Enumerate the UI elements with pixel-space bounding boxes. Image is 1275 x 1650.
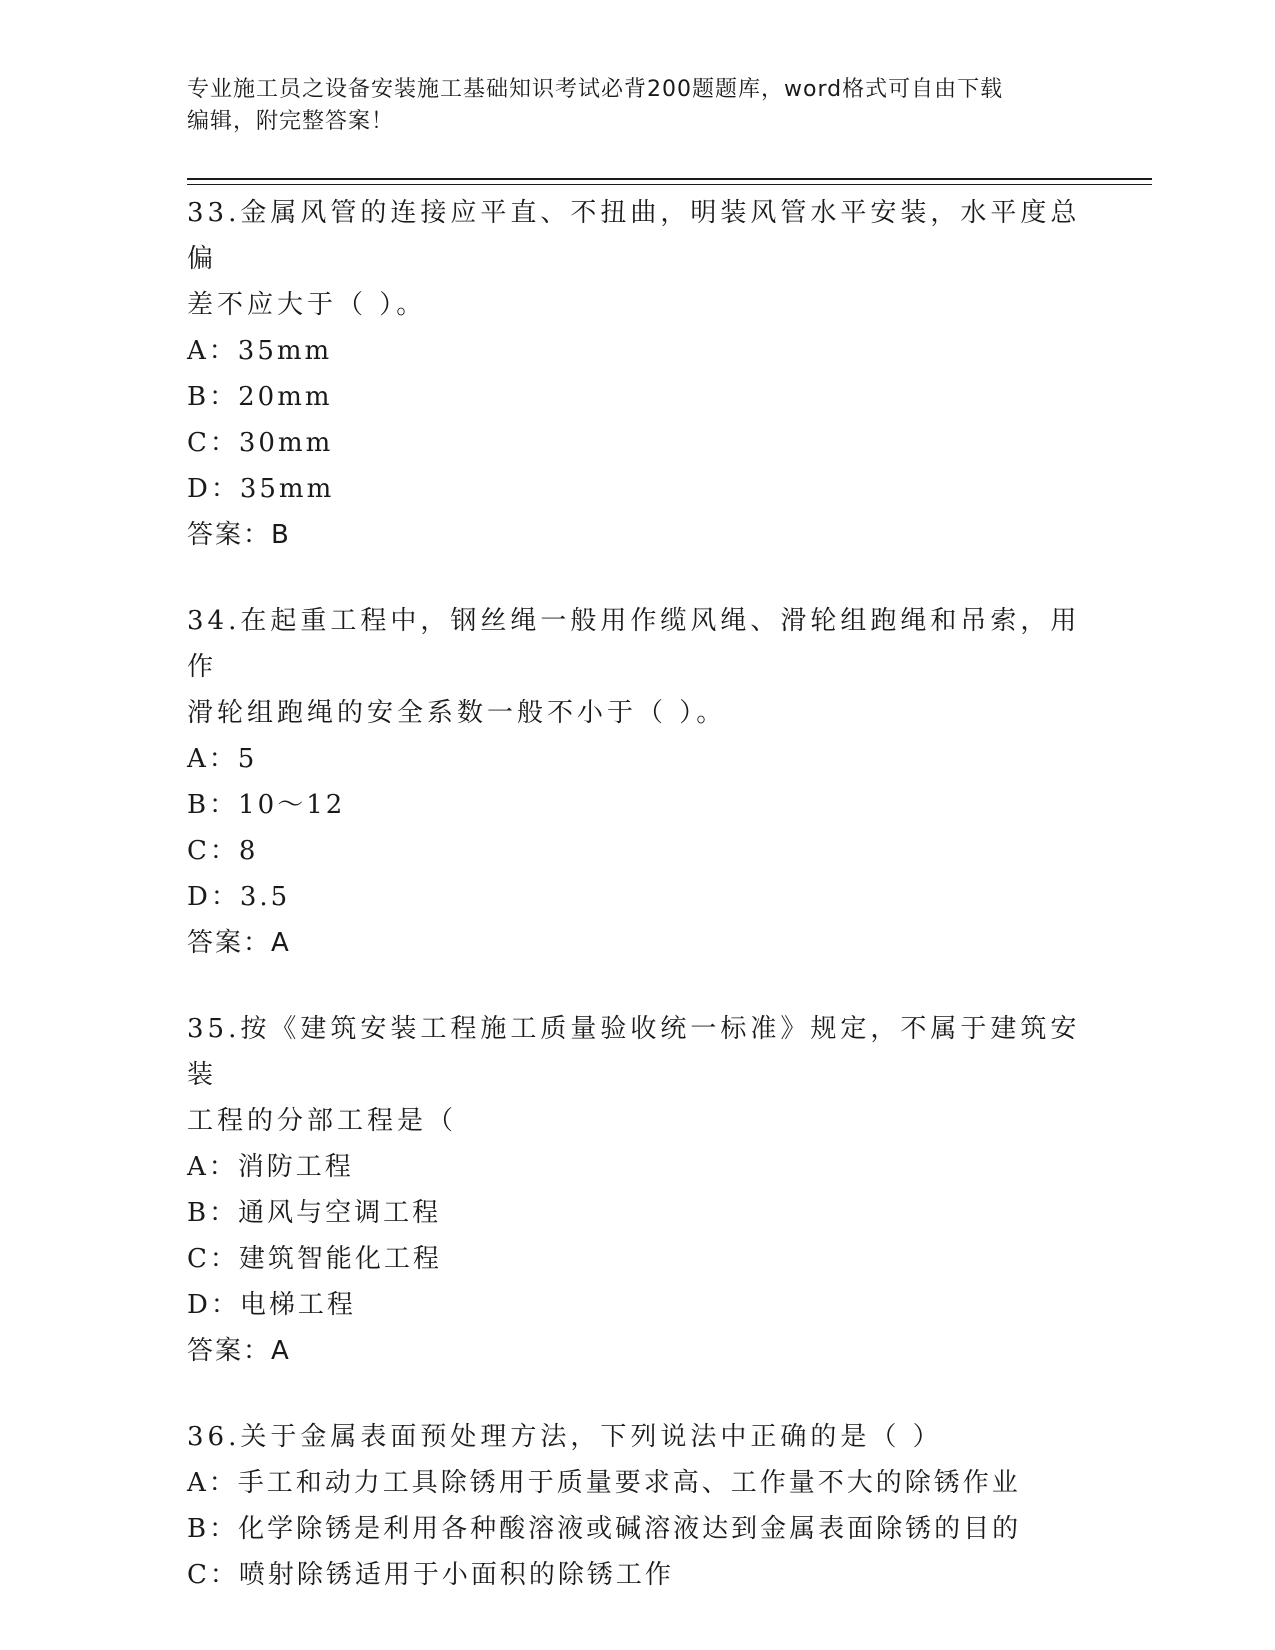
option-a: A：35mm [187,336,333,366]
question-stem-line: 33.金属风管的连接应平直、不扭曲，明装风管水平安装，水平度总偏 [187,198,1081,274]
header-divider-thick [187,178,1152,180]
option-a: A：消防工程 [187,1152,354,1182]
option-b: B：10～12 [187,790,346,820]
question-36 [187,1414,1087,1598]
question-35 [187,1006,1087,1374]
answer-line: 答案：B [187,520,291,550]
document-header [187,74,1087,138]
answer-line: 答案：A [187,928,291,958]
header-title-line-2: 编辑，附完整答案！ [187,109,395,134]
answer-line: 答案：A [187,1336,291,1366]
option-c: C：喷射除锈适用于小面积的除锈工作 [187,1560,674,1590]
question-stem-line: 工程的分部工程是（ [187,1106,458,1136]
option-c: C：8 [187,836,259,866]
option-a: A：5 [187,744,258,774]
question-list [187,190,1087,1638]
question-stem-line: 35.按《建筑安装工程施工质量验收统一标准》规定，不属于建筑安装 [187,1014,1081,1090]
header-divider-thin [187,184,1152,185]
option-d: D：35mm [187,474,335,504]
question-34 [187,598,1087,966]
option-d: D：3.5 [187,882,291,912]
option-c: C：30mm [187,428,334,458]
header-title-line-1: 专业施工员之设备安装施工基础知识考试必背200题题库，word格式可自由下载 [187,77,1004,102]
option-d: D：电梯工程 [187,1290,356,1320]
question-stem-line: 34.在起重工程中，钢丝绳一般用作缆风绳、滑轮组跑绳和吊索，用作 [187,606,1081,682]
question-stem-line: 36.关于金属表面预处理方法，下列说法中正确的是（ ） [187,1422,943,1452]
question-stem-line: 差不应大于（ ）。 [187,290,427,320]
question-stem-line: 滑轮组跑绳的安全系数一般不小于（ ）。 [187,698,727,728]
option-b: B：化学除锈是利用各种酸溶液或碱溶液达到金属表面除锈的目的 [187,1514,1022,1544]
option-c: C：建筑智能化工程 [187,1244,442,1274]
option-a: A：手工和动力工具除锈用于质量要求高、工作量不大的除锈作业 [187,1468,1021,1498]
option-b: B：20mm [187,382,333,412]
option-b: B：通风与空调工程 [187,1198,442,1228]
question-33 [187,190,1087,558]
